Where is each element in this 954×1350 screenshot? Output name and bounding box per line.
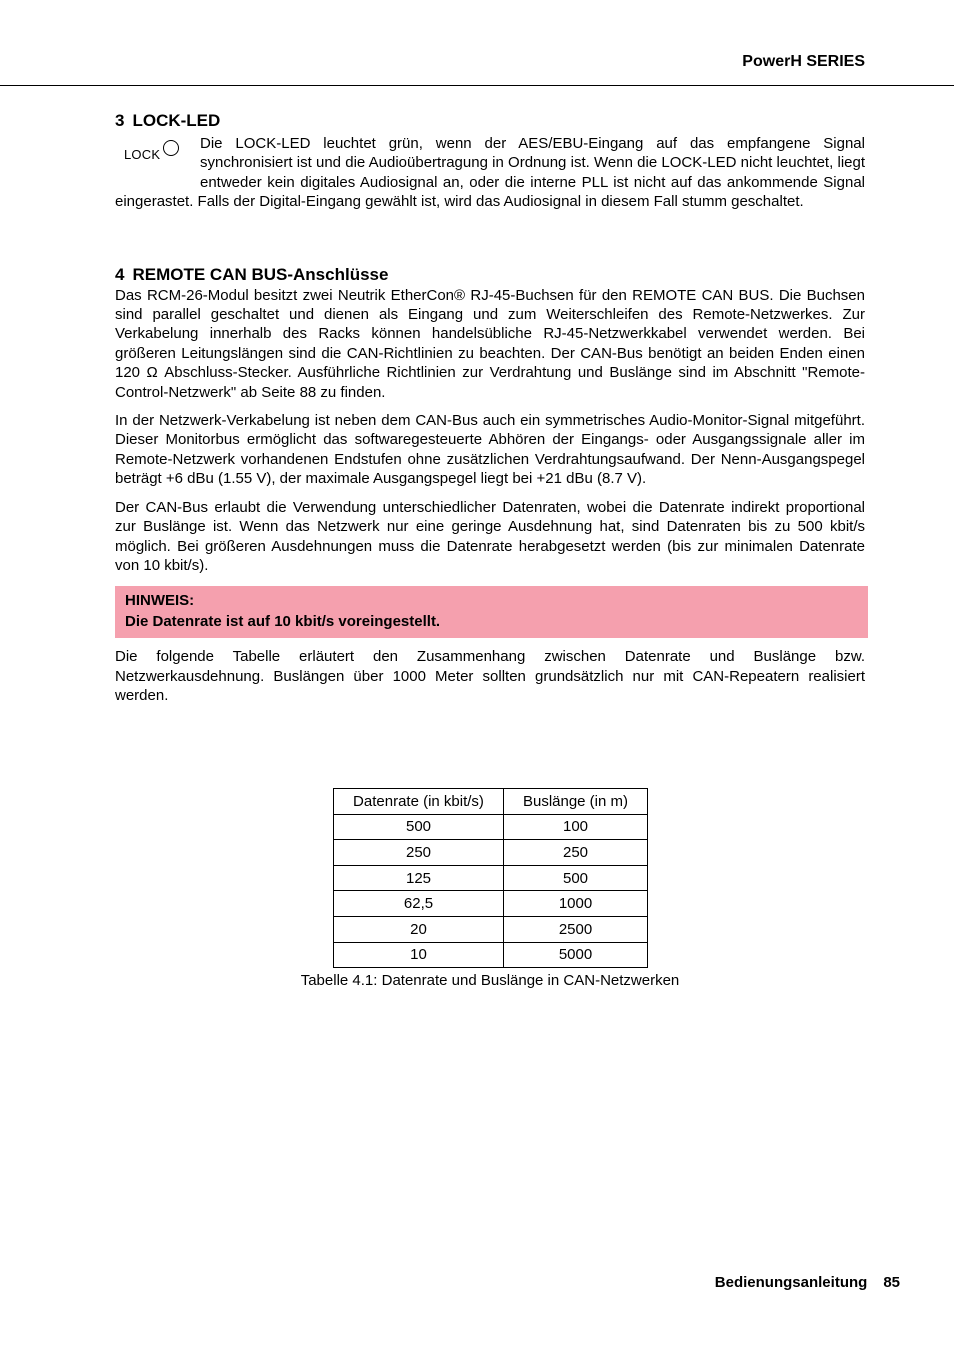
table-cell: 500 [504,865,648,891]
lock-led-block [115,134,865,212]
table-row [334,814,648,840]
header-series-title: PowerH SERIES [742,53,865,70]
datarate-table [333,788,648,968]
table-header-buslaenge: Buslänge (in m) [504,789,648,815]
section-4-paragraph-after-note: Die folgende Tabelle erläutert den Zusammenhang zwischen Datenrate und Buslänge bzw. Netzwerkausdehnung. Buslängen über 1000 Meter sollten grundsätzlich nur mit CAN-Repeatern realisiert werden. [115,648,865,705]
table-cell: 250 [504,840,648,866]
table-row [334,891,648,917]
footer-label: Bedienungsanleitung [714,1274,868,1291]
table-cell: 10 [334,942,504,968]
table-header-datenrate: Datenrate (in kbit/s) [334,789,504,815]
page-number: 85 [883,1274,900,1291]
section-3-number: 3 [115,111,125,130]
table-cell: 500 [334,814,504,840]
table-cell: 20 [334,916,504,942]
led-circle-icon [163,140,179,156]
table-cell: 62,5 [334,891,504,917]
table-caption: Tabelle 4.1: Datenrate und Buslänge in CAN-Netzwerken [300,972,680,989]
section-4-heading [115,264,865,286]
section-3-text: Die LOCK-LED leuchtet grün, wenn der AES/EBU-Eingang auf das empfangene Signal synchronisiert ist und die Audioübertragung in Ordnung ist. Wenn die LOCK-LED nicht leuchtet, liegt entweder kein digitales Audiosignal an, oder die interne PLL ist nicht auf das ankommende Signal eingerastet. Falls der Digital-Eingang gewählt ist, wird das Audiosignal in diesem Fall stumm geschaltet. [115,135,865,211]
lock-led-icon-label: LOCK [124,147,161,162]
table-row [334,916,648,942]
page-footer [715,1274,900,1291]
lock-led-icon [115,134,200,184]
section-4-paragraph-1: Das RCM-26-Modul besitzt zwei Neutrik EtherCon® RJ-45-Buchsen für den REMOTE CAN BUS. Die Buchsen sind parallel geschaltet und dienen als Eingang und zum Weiterschleifen des Remote-Netzwerkes. Zur Verkabelung innerhalb des Racks können handelsübliche RJ-45-Netzwerkkabel verwendet werden. Bei größeren Leitungslängen sind die CAN-Richtlinien zu beachten. Der CAN-Bus benötigt an beiden Enden einen 120 Ω Abschluss-Stecker. Ausführliche Richtlinien zur Verdrahtung und Buslänge sind im Abschnitt "Remote-Control-Netzwerk" ab Seite 88 zu finden. [115,286,865,401]
table-cell: 250 [334,840,504,866]
table-cell: 100 [504,814,648,840]
section-4-title: REMOTE CAN BUS-Anschlüsse [132,264,389,284]
note-text: Die Datenrate ist auf 10 kbit/s voreingestellt. [125,613,441,631]
note-label: HINWEIS: [125,592,195,610]
table-header-row [334,789,648,815]
page-content [115,110,865,989]
table-cell: 5000 [504,942,648,968]
table-cell: 125 [334,865,504,891]
table-row [334,942,648,968]
table-cell: 2500 [504,916,648,942]
section-4-number: 4 [115,264,125,284]
note-box [115,586,868,638]
section-3-heading [115,110,865,132]
table-row [334,865,648,891]
table-row [334,840,648,866]
section-4-paragraph-3: Der CAN-Bus erlaubt die Verwendung unterschiedlicher Datenraten, wobei die Datenrate indirekt proportional zur Buslänge ist. Wenn das Netzwerk nur eine geringe Ausdehnung hat, sind Datenraten bis zu 500 kbit/s möglich. Bei größeren Ausdehnungen muss die Datenrate herabgesetzt werden (bis zur minimalen Datenrate von 10 kbit/s). [115,498,865,574]
section-4-paragraph-2: In der Netzwerk-Verkabelung ist neben dem CAN-Bus auch ein symmetrisches Audio-Monitor-Signal mitgeführt. Dieser Monitorbus ermöglicht das softwaregesteuerte Abhören der Eingangs- oder Ausgangssignale aller im Remote-Netzwerk vorhandenen Endstufen ohne zusätzlichen Verdrahtungsaufwand. Der Nenn-Ausgangspegel beträgt +6 dBu (1.55 V), der maximale Ausgangspegel liegt bei +21 dBu (8.7 V). [115,412,865,488]
section-3-title: LOCK-LED [132,111,221,130]
header-divider [0,85,954,86]
table-cell: 1000 [504,891,648,917]
